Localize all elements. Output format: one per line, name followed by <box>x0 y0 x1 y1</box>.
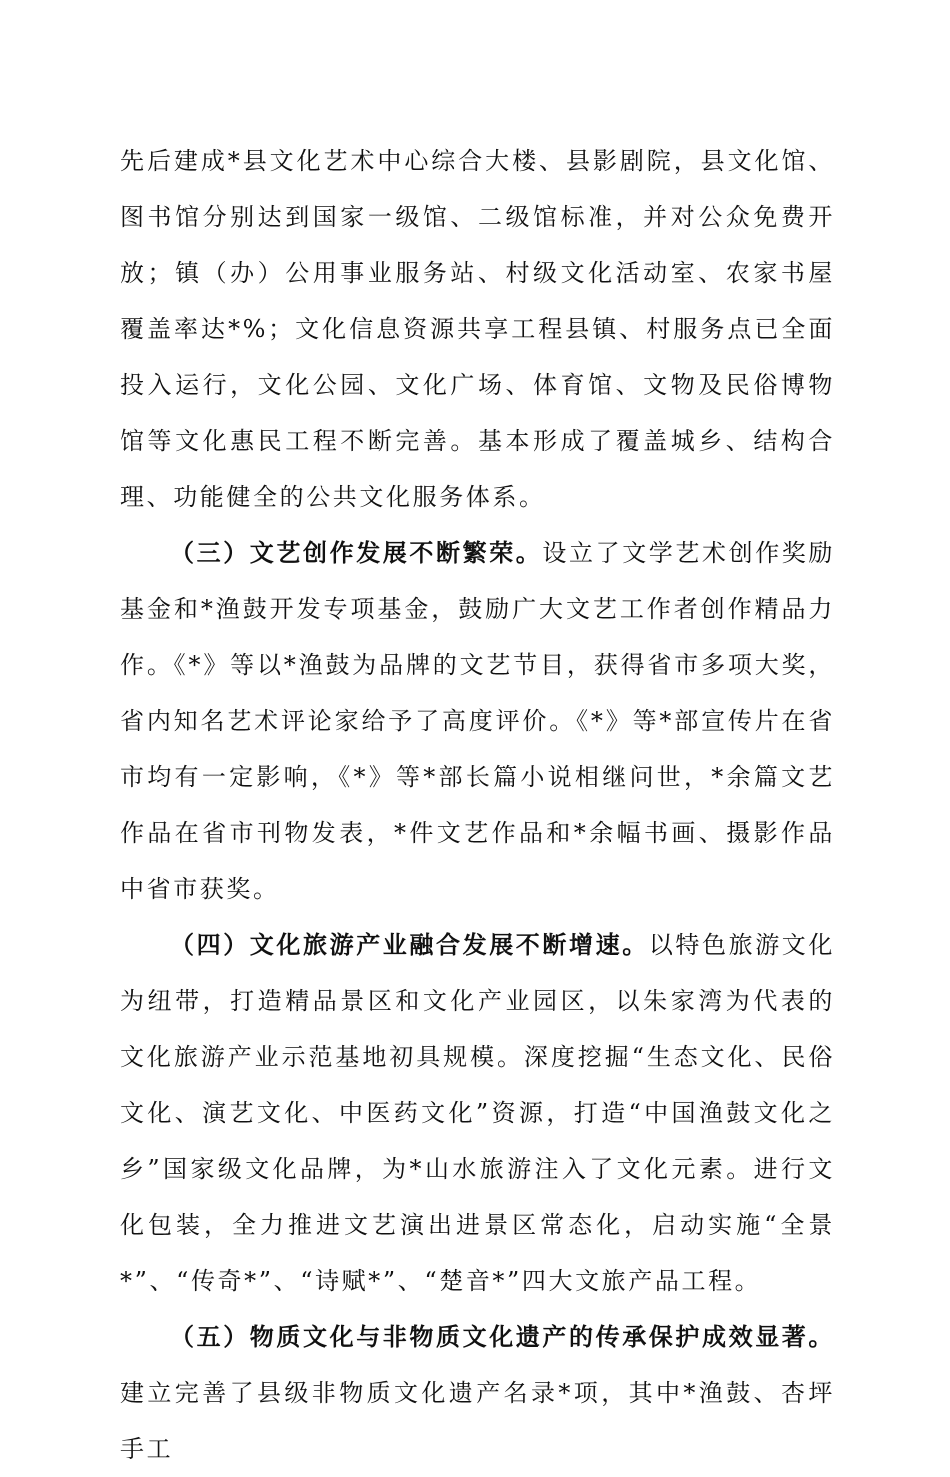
paragraph-text: 以特色旅游文化为纽带，打造精品景区和文化产业园区，以朱家湾为代表的文化旅游产业示范基地初具规模。深度挖掘“生态文化、民俗文化、演艺文化、中医药文化”资源，打造“中国渔鼓文化之乡”国家级文化品牌，为*山水旅游注入了文化元素。进行文化包装，全力推进文艺演出进景区常态化，启动实施“全景*”、“传奇*”、“诗赋*”、“楚音*”四大文旅产品工程。 <box>120 931 836 1295</box>
paragraph-culture-tourism <box>120 917 835 1309</box>
document-body <box>120 133 835 1477</box>
paragraph-text: 设立了文学艺术创作奖励基金和*渔鼓开发专项基金，鼓励广大文艺工作者创作精品力作。《*》等以*渔鼓为品牌的文艺节目，获得省市多项大奖，省内知名艺术评论家给予了高度评价。《*》等*部宣传片在省市均有一定影响，《*》等*部长篇小说相继问世，*余篇文艺作品在省市刊物发表，*件文艺作品和*余幅书画、摄影作品中省市获奖。 <box>120 539 836 903</box>
paragraph-heritage-protection <box>120 1309 835 1477</box>
paragraph-public-culture-continued <box>120 133 835 525</box>
section-heading-4: （四）文化旅游产业融合发展不断增速。 <box>170 930 649 959</box>
paragraph-text: 先后建成*县文化艺术中心综合大楼、县影剧院，县文化馆、图书馆分别达到国家一级馆、二级馆标准，并对公众免费开放；镇（办）公用事业服务站、村级文化活动室、农家书屋覆盖率达*%；文化信息资源共享工程县镇、村服务点已全面投入运行，文化公园、文化广场、体育馆、文物及民俗博物馆等文化惠民工程不断完善。基本形成了覆盖城乡、结构合理、功能健全的公共文化服务体系。 <box>120 147 835 511</box>
section-heading-3: （三）文艺创作发展不断繁荣。 <box>170 538 543 567</box>
paragraph-literary-creation <box>120 525 835 917</box>
section-heading-5: （五）物质文化与非物质文化遗产的传承保护成效显著。 <box>170 1322 835 1351</box>
paragraph-text: 建立完善了县级非物质文化遗产名录*项，其中*渔鼓、杏坪手工 <box>120 1379 835 1463</box>
